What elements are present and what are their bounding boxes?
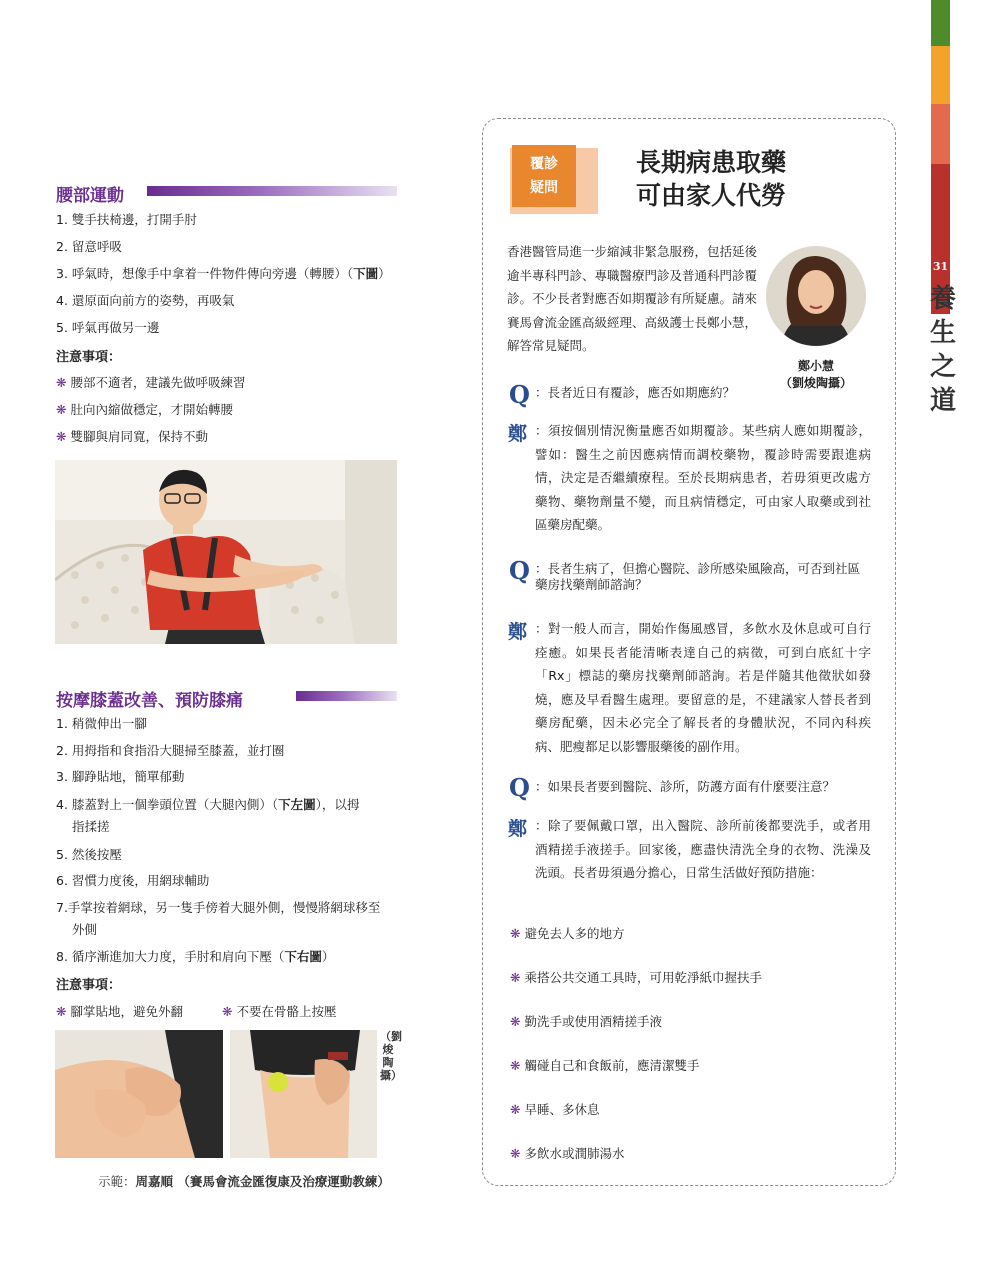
list-item: ❋ 勤洗手或使用酒精搓手液: [510, 1014, 662, 1029]
page-number: 31: [932, 260, 949, 273]
photo-credit: （劉焌陶攝）: [380, 1030, 402, 1082]
question-mark: Q: [509, 556, 530, 585]
color-tab-yellow: [931, 46, 950, 104]
list-item: 4. 還原面向前方的姿勢，再吸氣: [56, 293, 235, 308]
question-text: ：如果長者要到醫院、診所，防護方面有什麼要注意？: [535, 779, 836, 794]
list-item: 7.手掌按着網球，另一隻手傍着大腿外側，慢慢將網球移至: [56, 900, 381, 915]
section-title-knee: 按摩膝蓋改善、預防膝痛: [56, 691, 243, 711]
topic-badge: 覆診 疑問: [512, 145, 576, 207]
list-item-continued: 指揉搓: [72, 819, 110, 834]
list-item: ❋ 腳掌貼地，避免外翻: [56, 1004, 183, 1019]
section-title-waist: 腰部運動: [56, 186, 124, 206]
list-item: 1. 稍微伸出一腳: [56, 716, 147, 731]
list-item-continued: 外側: [72, 922, 98, 937]
answer-text: ：除了要佩戴口罩，出入醫院、診所前後都要洗手，或者用酒精搓手液搓手。回家後，應盡快清洗全身的衣物、洗澡及洗頭。長者毋須過分擔心，日常生活做好預防措施：: [535, 818, 871, 880]
notes-label: 注意事項：: [56, 978, 122, 993]
list-item: ❋ 乘搭公共交通工具時，可用乾淨紙巾握扶手: [510, 970, 762, 985]
list-item: 6. 習慣力度後，用網球輔助: [56, 873, 210, 888]
answer-mark: 鄭: [508, 818, 528, 840]
list-item: ❋ 肚向內縮做穩定，才開始轉腰: [56, 402, 233, 417]
question-text: ：長者生病了，但擔心醫院、診所感染風險高，可否到社區藥房找藥劑師諮詢？: [535, 561, 861, 592]
list-item: ❋ 多飲水或潤肺湯水: [510, 1146, 625, 1161]
list-item: 8. 循序漸進加大力度，手肘和肩向下壓（下右圖）: [56, 949, 335, 964]
answer-text: ：對一般人而言，開始作傷風感冒，多飲水及休息或可自行痊癒。如果長者能清晰表達自己的病徵，可到白底紅十字「Rx」標誌的藥房找藥劑師諮詢。若是伴隨其他徵狀如發燒，應及早看醫生處理。要留意的是，不建議家人替長者到藥房配藥，因未必完全了解長者的身體狀況，不同內科疾病、肥瘦都足以影響服藥後的副作用。: [535, 621, 871, 754]
section-title-bar: [296, 691, 397, 701]
knee-massage-photo-left: [55, 1030, 223, 1158]
list-item: 4. 膝蓋對上一個拳頭位置（大腿內側）（下左圖），以拇: [56, 797, 360, 812]
list-item: ❋ 不要在骨骼上按壓: [222, 1004, 337, 1019]
answer-mark: 鄭: [508, 621, 528, 643]
list-item: 1. 雙手扶椅邊，打開手肘: [56, 212, 197, 227]
list-item: ❋ 避免去人多的地方: [510, 926, 625, 941]
question-mark: Q: [509, 380, 530, 409]
color-tab-green: [931, 0, 950, 46]
article-intro: 香港醫管局進一步縮減非緊急服務，包括延後逾半專科門診、專職醫療門診及普通科門診覆診。不少長者對應否如期覆診有所疑慮。請來賽馬會流金匯高級經理、高級護士長鄭小慧，解答常見疑問。: [507, 244, 758, 353]
question-mark: Q: [509, 773, 530, 802]
answer-text: ：須按個別情況衡量應否如期覆診。某些病人應如期覆診，譬如：醫生之前因應病情而調校藥物，覆診時需要跟進病情，決定是否繼續療程。至於長期病患者，若毋須更改處方藥物、藥物劑量不變，而且病情穩定，可由家人取藥或到社區藥房配藥。: [535, 423, 871, 532]
notes-label: 注意事項：: [56, 350, 122, 365]
color-tab-salmon: [931, 104, 950, 164]
interviewee-portrait: [766, 246, 866, 346]
list-item: ❋ 早睡、多休息: [510, 1102, 600, 1117]
portrait-credit: （劉焌陶攝）: [780, 376, 853, 390]
list-item: ❋ 腰部不適者，建議先做呼吸練習: [56, 375, 246, 390]
list-item: 2. 留意呼吸: [56, 239, 122, 254]
question-text: ：長者近日有覆診，應否如期應約？: [535, 385, 736, 400]
answer-mark: 鄭: [508, 423, 528, 445]
photo-caption: 示範：周嘉順 （賽馬會流金匯復康及治療運動教練）: [98, 1174, 390, 1189]
article-headline: 長期病患取藥 可由家人代勞: [636, 148, 787, 210]
interviewee-name: 鄭小慧: [797, 359, 834, 373]
list-item: ❋ 觸碰自己和食飯前，應清潔雙手: [510, 1058, 700, 1073]
knee-massage-photo-right: [230, 1030, 377, 1158]
list-item: 5. 然後按壓: [56, 847, 122, 862]
exercise-photo: [55, 460, 397, 644]
list-item: 2. 用拇指和食指沿大腿掃至膝蓋，並打圈: [56, 743, 285, 758]
column-title: 養 生 之 道: [929, 284, 956, 416]
list-item: 5. 呼氣再做另一邊: [56, 320, 160, 335]
section-title-bar: [147, 186, 397, 196]
list-item: ❋ 雙腳與肩同寬，保持不動: [56, 429, 208, 444]
list-item: 3. 呼氣時，想像手中拿着一件物件傳向旁邊（轉腰）（下圖）: [56, 266, 391, 281]
list-item: 3. 腳踭貼地，簡單郁動: [56, 769, 185, 784]
